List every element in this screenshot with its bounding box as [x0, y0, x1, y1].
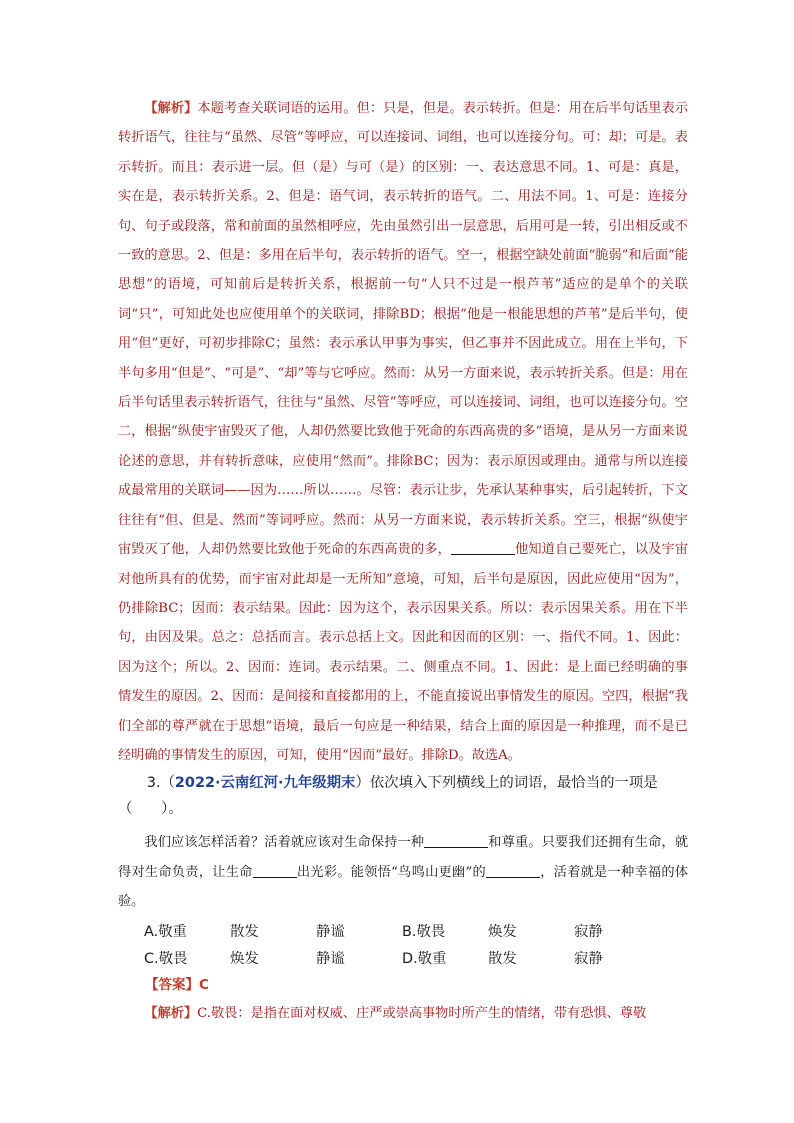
question-source: 2022·云南红河·九年级期末: [174, 775, 356, 792]
analysis-paragraph-1: [118, 94, 688, 770]
passage-blank-2: [253, 864, 297, 878]
option-cell: 焕发: [230, 950, 259, 967]
page-content: [118, 94, 688, 1028]
answer-line: [118, 971, 688, 999]
option-cell: 散发: [230, 923, 259, 940]
option-cell: 静谧: [316, 923, 345, 940]
answer-value: C: [199, 976, 209, 993]
option-cell: 寂静: [574, 950, 603, 967]
options-row-1: [118, 917, 688, 944]
question-paren: （ ）。: [118, 801, 183, 818]
analysis-tag-2: 【解析】: [144, 1005, 198, 1021]
option-cell: B.敬畏: [402, 923, 446, 940]
analysis-text-part2: 他知道自己要死亡，以及宇宙对他所具有的优势，而宇宙对此却是一无所知”意境，可知，后半句是原因，因此应使用“因为”，仍排除BC；因而：表示结果。因此：因为这个，表示因果关系。所以：表示因果关系。用在下半句，由因及果。总之：总括而言。表示总括上文。因此和因而的区别：一、指代不同。1、因此：因为这个；所以。2、因而：连词。表示结果。二、侧重点不同。1、因此：是上面已经明确的事情发生的原因。2、因而：是间接和直接都用的上，不能直接说出事情发生的原因。空四，根据“我们全部的尊严就在于思想”语境，最后一句应是一种结果，结合上面的原因是一种推理，而不是已经明确的事情发生的原因，可知，使用“因而”最好。排除D。故选A。: [118, 542, 689, 763]
question-3-stem: [118, 770, 688, 796]
question-number: 3.（: [146, 775, 175, 792]
option-cell: D.敬重: [402, 950, 447, 967]
option-cell: 散发: [488, 950, 517, 967]
analysis-text-2: C.敬畏：是指在面对权威、庄严或崇高事物时所产生的情绪，带有恐惧、尊敬: [197, 1005, 647, 1021]
passage-part-c: 出光彩。能领悟“鸟鸣山更幽”的: [296, 864, 486, 880]
option-cell: 寂静: [574, 923, 603, 940]
answer-blank: [451, 541, 515, 555]
question-prompt: ）依次填入下列横线上的词语，最恰当的一项是: [355, 775, 658, 792]
passage-blank-1: [424, 834, 488, 848]
passage-blank-3: [486, 864, 540, 878]
passage-part-a: 我们应该怎样活着？活着就应该对生命保持一种: [144, 835, 425, 851]
option-cell: C.敬畏: [144, 950, 188, 967]
option-cell: A.敬重: [144, 923, 187, 940]
option-cell: 静谧: [316, 950, 345, 967]
analysis-text-part1: 本题考查关联词语的运用。但：只是，但是。表示转折。但是：用在后半句话里表示转折语气，往往与“虽然、尽管”等呼应，可以连接词、词组，也可以连接分句。可：却；可是。表示转折。而且：表示进一层。但（是）与可（是）的区别：一、表达意思不同。1、可是：真是，实在是，表示转折关系。2、但是：语气词，表示转折的语气。二、用法不同。1、可是：连接分句、句子或段落，常和前面的虽然相呼应，先由虽然引出一层意思，后用可是一转，引出相反或不一致的意思。2、但是：多用在后半句，表示转折的语气。空一，根据空缺处前面“脆弱”和后面“能思想”的语境，可知前后是转折关系，根据前一句“人只不过是一根芦苇”适应的是单个的关联词“只”，可知此处也应使用单个的关联词，排除BD；根据“他是一根能思想的芦苇”是后半句，使用“但”更好，可初步排除C；虽然：表示承认甲事为事实，但乙事并不因此成立。用在上半句，下半句多用“但是”、“可是”、“却”等与它呼应。然而：从另一方面来说，表示转折关系。但是：用在后半句话里表示转折语气，往往与“虽然、尽管”等呼应，可以连接词、词组，也可以连接分句。空二，根据“纵使宇宙毁灭了他，人却仍然要比致他于死命的东西高贵的多”语境，是从另一方面来说论述的意思，并有转折意味，应使用“然而”。排除BC；因为：表示原因或理由。通常与所以连接成最常用的关联词——因为……所以……。尽管：表示让步，先承认某种事实，后引起转折，下文往往有“但、但是、然而”等词呼应。然而：从另一方面来说，表示转折关系。空三，根据“纵使宇宙毁灭了他，人却仍然要比致他于死命的东西高贵的多，: [118, 101, 689, 558]
passage-part-b: 和尊重。只要我们还拥有生命，就得对生命负责，让生命: [118, 835, 689, 880]
passage-part-d: ，活着就是一种幸福的体验。: [118, 864, 689, 910]
option-cell: 焕发: [488, 923, 517, 940]
options-row-2: [118, 944, 688, 971]
analysis-paragraph-2: [118, 999, 688, 1028]
answer-tag: 【答案】: [145, 976, 199, 993]
analysis-tag: 【解析】: [144, 101, 198, 116]
question-passage: [118, 828, 688, 916]
options-table: [118, 917, 688, 971]
